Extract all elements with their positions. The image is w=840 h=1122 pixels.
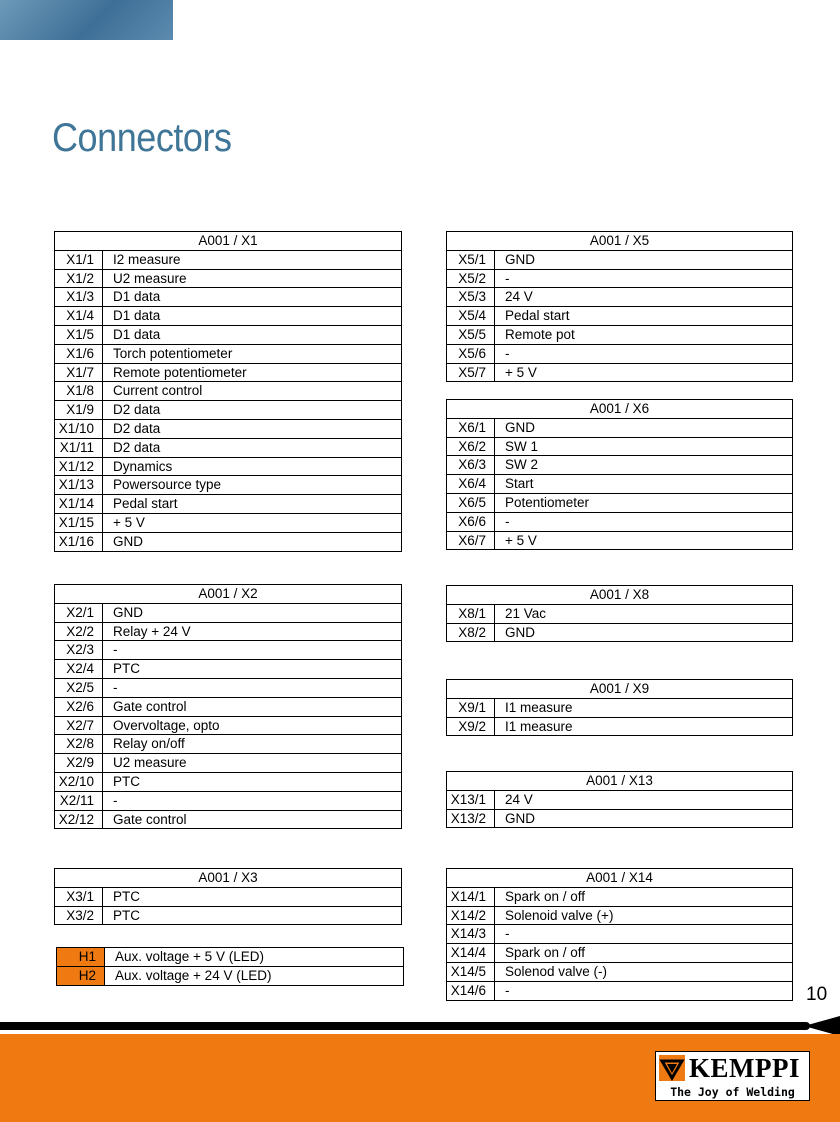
pin-id: X5/1 <box>447 250 495 269</box>
pin-function: I1 measure <box>495 698 793 717</box>
pin-id: X1/1 <box>55 250 103 269</box>
pin-function: SW 2 <box>495 456 793 475</box>
table-row <box>447 493 793 512</box>
pin-function: - <box>103 791 402 810</box>
connector-table-x2 <box>54 584 402 829</box>
table-row <box>447 325 793 344</box>
table-row <box>55 250 402 269</box>
pin-id: X5/6 <box>447 344 495 363</box>
pin-function: I1 measure <box>495 717 793 736</box>
pin-id: X6/2 <box>447 437 495 456</box>
pin-function: Pedal start <box>495 307 793 326</box>
table-row <box>447 887 793 906</box>
pin-function: Potentiometer <box>495 493 793 512</box>
table-row <box>447 717 793 736</box>
pin-id: X5/4 <box>447 307 495 326</box>
table-row <box>55 697 402 716</box>
pin-id: X1/15 <box>55 513 103 532</box>
connector-header: A001 / X6 <box>447 400 793 419</box>
pin-function: 24 V <box>495 790 793 809</box>
connector-header: A001 / X1 <box>55 232 402 251</box>
pin-function: PTC <box>103 660 402 679</box>
pin-function: SW 1 <box>495 437 793 456</box>
pin-id: X6/5 <box>447 493 495 512</box>
table-row <box>447 981 793 1000</box>
pin-id: X5/2 <box>447 269 495 288</box>
table-row <box>55 382 402 401</box>
pin-id: X1/9 <box>55 401 103 420</box>
table-row <box>55 307 402 326</box>
table-header-row <box>447 680 793 699</box>
table-row <box>55 513 402 532</box>
pin-id: X6/6 <box>447 512 495 531</box>
pin-function: Solenod valve (-) <box>495 962 793 981</box>
pin-function: 21 Vac <box>495 604 793 623</box>
table-row <box>447 698 793 717</box>
pin-id: X1/2 <box>55 269 103 288</box>
table-row <box>55 419 402 438</box>
table-row <box>447 288 793 307</box>
table-row <box>447 531 793 550</box>
connector-table-x5 <box>446 231 793 382</box>
pin-id: X5/7 <box>447 363 495 382</box>
pin-id: X14/5 <box>447 962 495 981</box>
pin-function: - <box>495 344 793 363</box>
table-row <box>55 495 402 514</box>
pin-function: Gate control <box>103 810 402 829</box>
pin-id: X6/4 <box>447 475 495 494</box>
pin-id: X2/2 <box>55 622 103 641</box>
connector-header: A001 / X2 <box>55 585 402 604</box>
pin-function: U2 measure <box>103 754 402 773</box>
pin-id: X13/2 <box>447 809 495 828</box>
table-header-row <box>447 869 793 888</box>
footer-arrow-tip <box>804 1016 840 1036</box>
pin-function: GND <box>495 809 793 828</box>
pin-id: H1 <box>57 948 105 967</box>
table-row <box>55 603 402 622</box>
table-row <box>55 622 402 641</box>
pin-id: X1/14 <box>55 495 103 514</box>
pin-function: Spark on / off <box>495 887 793 906</box>
table-row <box>447 623 793 642</box>
pin-function: Overvoltage, opto <box>103 716 402 735</box>
pin-id: X9/2 <box>447 717 495 736</box>
pin-function: U2 measure <box>103 269 402 288</box>
table-row <box>57 966 404 985</box>
pin-id: X3/2 <box>55 906 103 925</box>
pin-id: X9/1 <box>447 698 495 717</box>
kemppi-logo <box>655 1051 810 1101</box>
connector-table-x6 <box>446 399 793 550</box>
table-row <box>55 532 402 551</box>
connector-header: A001 / X14 <box>447 869 793 888</box>
pin-function: Current control <box>103 382 402 401</box>
pin-function: D1 data <box>103 325 402 344</box>
pin-function: PTC <box>103 772 402 791</box>
pin-id: X2/12 <box>55 810 103 829</box>
pin-function: PTC <box>103 887 402 906</box>
pin-function: D1 data <box>103 307 402 326</box>
pin-id: X13/1 <box>447 790 495 809</box>
pin-function: Dynamics <box>103 457 402 476</box>
pin-id: X1/16 <box>55 532 103 551</box>
pin-function: I2 measure <box>103 250 402 269</box>
table-row <box>55 325 402 344</box>
corner-decoration <box>0 0 173 40</box>
table-row <box>447 790 793 809</box>
pin-function: Remote pot <box>495 325 793 344</box>
table-row <box>55 735 402 754</box>
table-row <box>447 512 793 531</box>
pin-id: X2/10 <box>55 772 103 791</box>
table-row <box>447 269 793 288</box>
pin-function: Relay + 24 V <box>103 622 402 641</box>
table-header-row <box>55 869 402 888</box>
pin-id: X1/7 <box>55 363 103 382</box>
pin-function: - <box>103 641 402 660</box>
pin-id: X2/6 <box>55 697 103 716</box>
table-row <box>55 344 402 363</box>
pin-function: Gate control <box>103 697 402 716</box>
table-row <box>55 887 402 906</box>
pin-id: X14/1 <box>447 887 495 906</box>
table-row <box>447 475 793 494</box>
table-row <box>447 944 793 963</box>
pin-function: Pedal start <box>103 495 402 514</box>
table-header-row <box>55 232 402 251</box>
pin-id: X14/6 <box>447 981 495 1000</box>
table-row <box>55 476 402 495</box>
pin-function: + 5 V <box>103 513 402 532</box>
connector-header: A001 / X9 <box>447 680 793 699</box>
pin-id: X8/2 <box>447 623 495 642</box>
pin-id: X1/13 <box>55 476 103 495</box>
pin-id: X1/5 <box>55 325 103 344</box>
connector-table-x14 <box>446 868 793 1001</box>
pin-id: X1/3 <box>55 288 103 307</box>
pin-function: Powersource type <box>103 476 402 495</box>
logo-wordmark: KEMPPI <box>689 1053 800 1083</box>
pin-id: X3/1 <box>55 887 103 906</box>
page-number: 10 <box>806 984 828 1005</box>
pin-id: X2/3 <box>55 641 103 660</box>
connector-table-x3 <box>54 868 402 925</box>
pin-function: Start <box>495 475 793 494</box>
pin-id: X6/7 <box>447 531 495 550</box>
pin-id: X1/4 <box>55 307 103 326</box>
table-row <box>447 363 793 382</box>
led-table <box>56 947 404 986</box>
pin-function: Solenoid valve (+) <box>495 906 793 925</box>
pin-function: Spark on / off <box>495 944 793 963</box>
pin-function: GND <box>103 603 402 622</box>
pin-id: X2/4 <box>55 660 103 679</box>
pin-function: PTC <box>103 906 402 925</box>
pin-function: - <box>495 512 793 531</box>
pin-function: Torch potentiometer <box>103 344 402 363</box>
pin-id: X1/10 <box>55 419 103 438</box>
table-row <box>447 925 793 944</box>
table-row <box>55 363 402 382</box>
table-row <box>55 678 402 697</box>
pin-id: X1/6 <box>55 344 103 363</box>
pin-function: 24 V <box>495 288 793 307</box>
connector-header: A001 / X3 <box>55 869 402 888</box>
pin-function: D2 data <box>103 438 402 457</box>
table-row <box>55 906 402 925</box>
pin-function: GND <box>495 418 793 437</box>
pin-function: D1 data <box>103 288 402 307</box>
pin-function: + 5 V <box>495 531 793 550</box>
footer-stripe <box>0 1022 810 1030</box>
kemppi-v-icon <box>659 1055 685 1081</box>
pin-function: D2 data <box>103 401 402 420</box>
pin-id: X14/3 <box>447 925 495 944</box>
table-row <box>57 948 404 967</box>
pin-id: X14/4 <box>447 944 495 963</box>
table-row <box>447 906 793 925</box>
pin-function: GND <box>495 250 793 269</box>
connector-header: A001 / X8 <box>447 586 793 605</box>
pin-function: Relay on/off <box>103 735 402 754</box>
page-title: Connectors <box>52 116 232 160</box>
pin-function: D2 data <box>103 419 402 438</box>
table-row <box>55 772 402 791</box>
table-row <box>55 401 402 420</box>
connector-header: A001 / X5 <box>447 232 793 251</box>
table-header-row <box>447 232 793 251</box>
table-row <box>55 660 402 679</box>
connector-table-x9 <box>446 679 793 736</box>
connector-table-x1 <box>54 231 402 552</box>
table-row <box>55 269 402 288</box>
table-row <box>55 288 402 307</box>
pin-id: X5/5 <box>447 325 495 344</box>
pin-function: - <box>495 269 793 288</box>
pin-id: X1/11 <box>55 438 103 457</box>
pin-id: X6/1 <box>447 418 495 437</box>
table-header-row <box>55 585 402 604</box>
table-row <box>447 604 793 623</box>
table-row <box>447 344 793 363</box>
pin-id: X2/11 <box>55 791 103 810</box>
table-row <box>447 437 793 456</box>
logo-tagline: The Joy of Welding <box>670 1085 795 1099</box>
table-row <box>447 250 793 269</box>
pin-id: X2/9 <box>55 754 103 773</box>
connector-table-x13 <box>446 771 793 828</box>
pin-function: Aux. voltage + 5 V (LED) <box>105 948 404 967</box>
table-row <box>447 418 793 437</box>
table-header-row <box>447 586 793 605</box>
pin-id: H2 <box>57 966 105 985</box>
pin-function: - <box>495 981 793 1000</box>
table-row <box>447 809 793 828</box>
table-row <box>55 641 402 660</box>
pin-id: X1/8 <box>55 382 103 401</box>
pin-id: X2/1 <box>55 603 103 622</box>
table-row <box>55 754 402 773</box>
connector-table-x8 <box>446 585 793 642</box>
pin-function: GND <box>495 623 793 642</box>
table-row <box>447 962 793 981</box>
table-row <box>55 810 402 829</box>
table-header-row <box>447 772 793 791</box>
pin-function: Remote potentiometer <box>103 363 402 382</box>
connector-header: A001 / X13 <box>447 772 793 791</box>
pin-id: X6/3 <box>447 456 495 475</box>
pin-id: X2/7 <box>55 716 103 735</box>
table-row <box>55 438 402 457</box>
pin-id: X8/1 <box>447 604 495 623</box>
table-row <box>55 791 402 810</box>
pin-id: X2/8 <box>55 735 103 754</box>
pin-function: Aux. voltage + 24 V (LED) <box>105 966 404 985</box>
pin-id: X1/12 <box>55 457 103 476</box>
pin-function: - <box>103 678 402 697</box>
pin-function: + 5 V <box>495 363 793 382</box>
pin-id: X2/5 <box>55 678 103 697</box>
table-row <box>447 456 793 475</box>
table-row <box>55 716 402 735</box>
pin-function: GND <box>103 532 402 551</box>
pin-id: X5/3 <box>447 288 495 307</box>
table-header-row <box>447 400 793 419</box>
pin-function: - <box>495 925 793 944</box>
table-row <box>447 307 793 326</box>
pin-id: X14/2 <box>447 906 495 925</box>
table-row <box>55 457 402 476</box>
